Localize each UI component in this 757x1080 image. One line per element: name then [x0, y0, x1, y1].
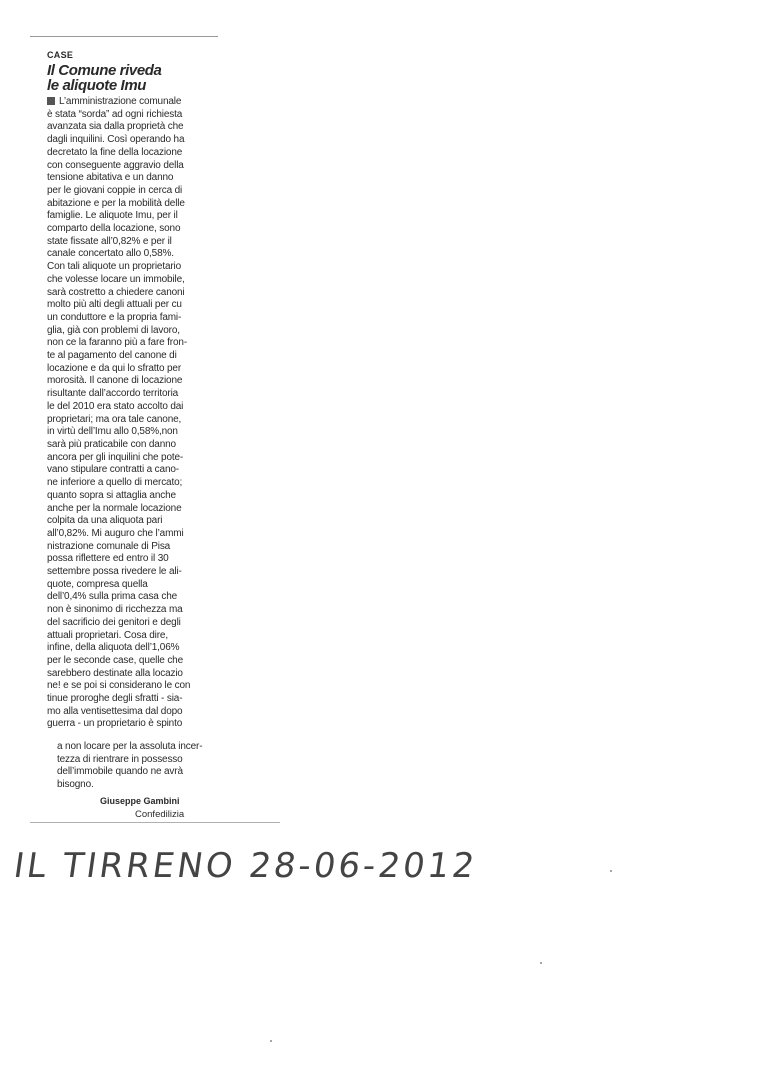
text-line: abitazione e per la mobilità delle	[47, 197, 185, 209]
text-line: vano stipulare contratti a cano-	[47, 464, 179, 476]
scan-speck	[610, 870, 612, 872]
article-body	[47, 96, 207, 731]
text-line: state fissate all’0,82% e per il	[47, 235, 172, 247]
text-line: quote, compresa quella	[47, 578, 148, 590]
text-line: avanzata sia dalla proprietà che	[47, 121, 184, 133]
text-line: bisogno.	[57, 779, 94, 791]
text-line: canale concertato allo 0,58%.	[47, 248, 174, 260]
text-line: glia, già con problemi di lavoro,	[47, 324, 180, 336]
scan-edge-top	[30, 36, 218, 37]
text-line: all’0,82%. Mi auguro che l’ammi	[47, 527, 184, 539]
text-line: per le giovani coppie in cerca di	[47, 184, 183, 196]
section-label: CASE	[47, 50, 74, 60]
text-line: dell’0,4% sulla prima casa che	[47, 591, 178, 603]
text-line: tinue proroghe degli sfratti - sia-	[47, 693, 183, 705]
text-line: tensione abitativa e un danno	[47, 172, 174, 184]
text-line: ancora per gli inquilini che pote-	[47, 451, 184, 463]
text-line: te al pagamento del canone di	[47, 350, 177, 362]
title-line-2: le aliquote Imu	[47, 77, 147, 94]
text-line: ne! e se poi si considerano le con	[47, 680, 191, 692]
text-line: sarà più praticabile con danno	[47, 438, 176, 450]
text-line: per le seconde case, quelle che	[47, 654, 183, 666]
text-line: un conduttore e la propria fami-	[47, 311, 182, 323]
title-line-1: Il Comune riveda	[47, 62, 162, 79]
text-line: dell’immobile quando ne avrà	[57, 766, 183, 778]
text-line: sarebbero destinate alla locazio	[47, 667, 183, 679]
text-line: che volesse locare un immobile,	[47, 273, 185, 285]
text-line: ne inferiore a quello di mercato;	[47, 477, 183, 489]
text-line: non ce la faranno più a fare fron-	[47, 337, 187, 349]
text-line: possa riflettere ed entro il 30	[47, 553, 169, 565]
text-line: comparto della locazione, sono	[47, 223, 181, 235]
text-line: nistrazione comunale di Pisa	[47, 540, 171, 552]
text-line: attuali proprietari. Cosa dire,	[47, 629, 168, 641]
text-line: a non locare per la assoluta incer-	[57, 741, 203, 752]
text-line: risultante dall’accordo territoria	[47, 388, 179, 400]
text-line: locazione e da qui lo sfratto per	[47, 362, 182, 374]
article-title	[47, 63, 207, 93]
scan-edge-bottom	[30, 822, 280, 823]
text-line: mo alla ventisettesima dal dopo	[47, 705, 183, 717]
handwritten-note: IL TIRRENO 28-06-2012	[11, 846, 480, 886]
text-line: quanto sopra si attaglia anche	[47, 489, 176, 501]
text-line: le del 2010 era stato accolto dai	[47, 400, 184, 412]
scan-speck	[270, 1040, 272, 1042]
text-line: Con tali aliquote un proprietario	[47, 261, 182, 273]
text-line: morosità. Il canone di locazione	[47, 375, 183, 387]
text-line: infine, della aliquota dell’1,06%	[47, 642, 180, 654]
scan-speck	[540, 962, 542, 964]
text-line: non è sinonimo di ricchezza ma	[47, 604, 183, 616]
text-line: decretato la fine della locazione	[47, 146, 183, 158]
text-line: in virtù dell’Imu allo 0,58%,non	[47, 426, 178, 438]
signature-name: Giuseppe Gambini	[100, 796, 180, 806]
text-line: colpita da una aliquota pari	[47, 515, 163, 527]
text-line: guerra - un proprietario è spinto	[47, 718, 183, 730]
signature-org: Confedilizia	[135, 809, 185, 820]
text-line: anche per la normale locazione	[47, 502, 182, 514]
text-line: sarà costretto a chiedere canoni	[47, 286, 185, 298]
text-line: L’amministrazione comunale	[47, 96, 207, 109]
article	[47, 50, 207, 731]
text-line: del sacrificio dei genitori e degli	[47, 616, 181, 628]
text-line: famiglie. Le aliquote Imu, per il	[47, 210, 178, 222]
paragraph-bullet-icon	[47, 97, 55, 105]
text-line: dagli inquilini. Così operando ha	[47, 134, 185, 146]
text-line: proprietari; ma ora tale canone,	[47, 413, 182, 425]
text-line: con conseguente aggravio della	[47, 159, 184, 171]
text-line: molto più alti degli attuali per cu	[47, 299, 182, 311]
text-line: tezza di rientrare in possesso	[57, 753, 183, 765]
article-continuation	[57, 741, 207, 792]
text-line: è stata “sorda” ad ogni richiesta	[47, 108, 183, 120]
text-line: settembre possa rivedere le ali-	[47, 566, 182, 578]
